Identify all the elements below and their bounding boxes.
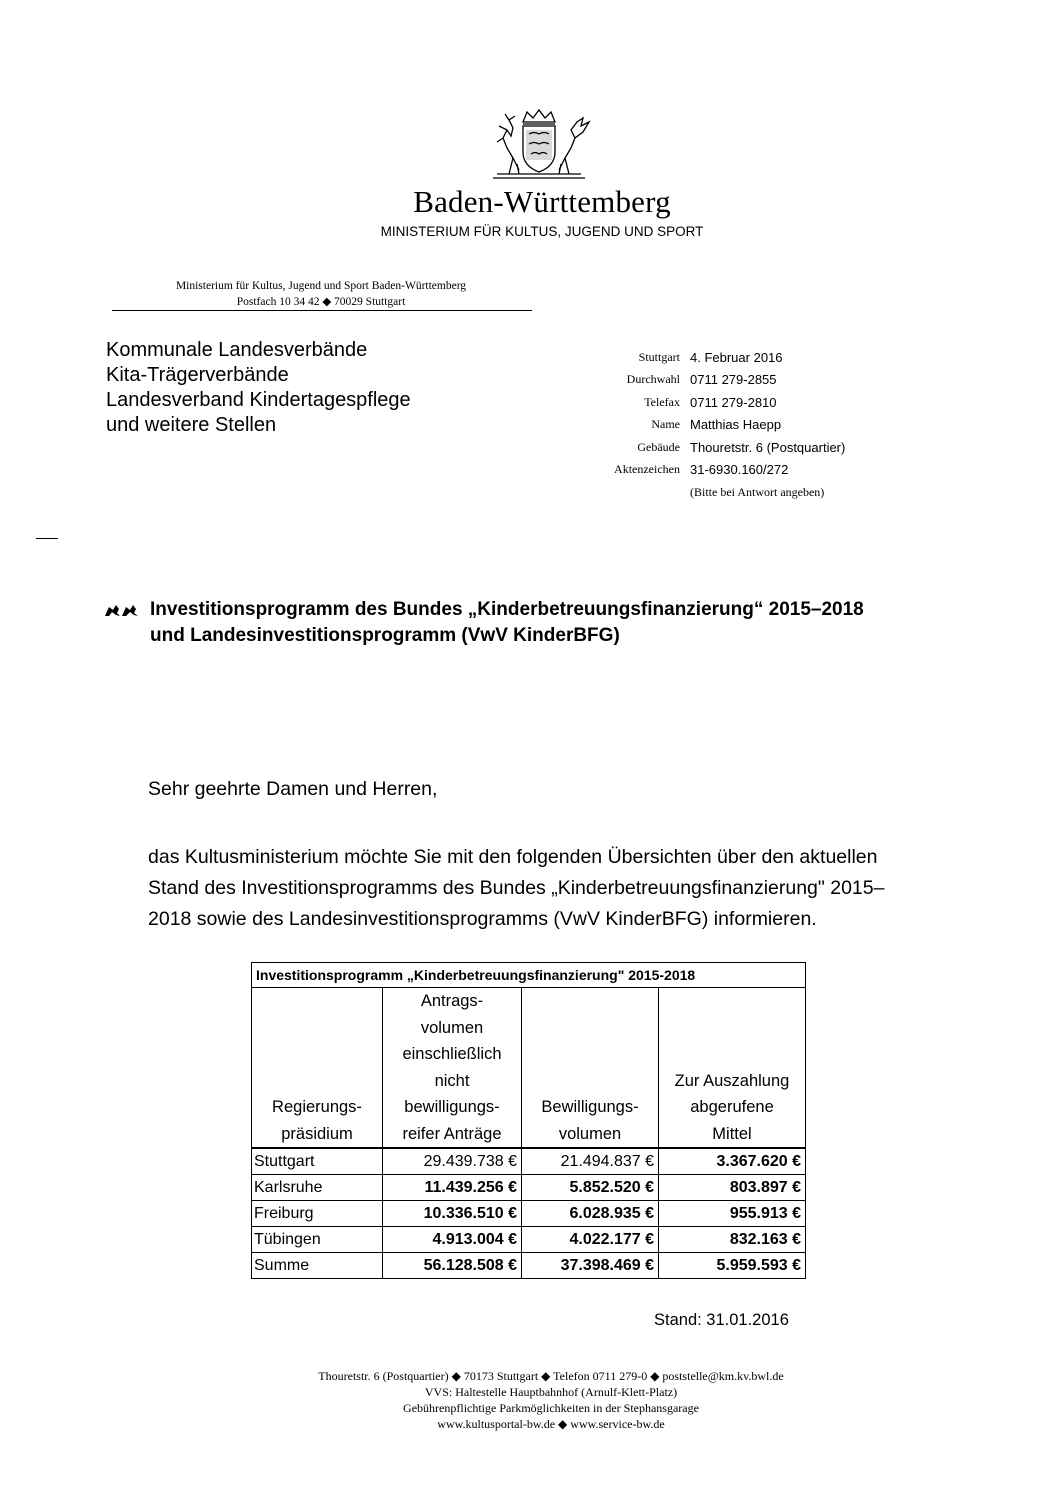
- recipient-line: Kommunale Landesverbände: [106, 339, 368, 361]
- investment-table: [251, 962, 806, 1279]
- table-title: Investitionsprogramm „Kinderbetreuungsfinanzierung" 2015-2018: [252, 963, 806, 988]
- fold-mark: [36, 538, 58, 539]
- cell-name: Summe: [252, 1253, 383, 1279]
- table-row: [252, 1148, 806, 1175]
- body-paragraph: [148, 842, 938, 935]
- meta-row: [560, 436, 845, 459]
- meta-label: Name: [651, 417, 680, 432]
- meta-label: Aktenzeichen: [614, 462, 680, 477]
- cell-bewilligt: 21.494.837 €: [522, 1148, 659, 1175]
- recipient-line: und weitere Stellen: [106, 414, 277, 436]
- meta-row: [560, 459, 845, 482]
- footer-line: Gebührenpflichtige Parkmöglichkeiten in der Stephansgarage: [403, 1401, 699, 1415]
- cell-name: Stuttgart: [252, 1148, 383, 1175]
- table-header-row: [252, 988, 806, 1149]
- cell-antrag: 29.439.738 €: [383, 1148, 522, 1175]
- coat-of-arms-icon: [483, 108, 595, 180]
- sender-line: Postfach 10 34 42 ◆ 70029 Stuttgart: [236, 296, 406, 308]
- subject-line: [150, 597, 864, 649]
- cell-name: Karlsruhe: [252, 1175, 383, 1201]
- meta-row: [560, 391, 845, 414]
- header-regierungspraesidium: [252, 988, 383, 1149]
- sender-divider: [112, 310, 532, 311]
- table-row: [252, 1201, 806, 1227]
- header-line: Bewilligungs-: [541, 1098, 639, 1116]
- paragraph-line: Stand des Investitionsprogramms des Bundes „Kinderbetreuungsfinanzierung" 2015–: [148, 877, 885, 899]
- cell-name: Freiburg: [252, 1201, 383, 1227]
- recipient-line: Landesverband Kindertagespflege: [106, 389, 411, 411]
- footer-line: VVS: Haltestelle Hauptbahnhof (Arnulf-Klett-Platz): [424, 1385, 678, 1399]
- brand-name: Baden-Württemberg: [413, 184, 671, 219]
- cell-name: Tübingen: [252, 1227, 383, 1253]
- cell-antrag: 11.439.256 €: [383, 1175, 522, 1201]
- footer-line: Thouretstr. 6 (Postquartier) ◆ 70173 Stuttgart ◆ Telefon 0711 279-0 ◆ poststelle@km.kv.bwl.de: [318, 1369, 784, 1383]
- meta-value: 31-6930.160/272: [690, 462, 789, 478]
- cell-antrag: 4.913.004 €: [383, 1227, 522, 1253]
- header-line: nicht: [434, 1071, 470, 1090]
- header-line: Zur Auszahlung: [674, 1071, 790, 1090]
- cell-bewilligt: 6.028.935 €: [522, 1201, 659, 1227]
- header-line: Regierungs-: [272, 1098, 362, 1116]
- table-row-sum: [252, 1253, 806, 1279]
- meta-label: Telefax: [644, 394, 680, 409]
- meta-label: Stuttgart: [638, 349, 680, 364]
- meta-row: [560, 369, 845, 392]
- cell-bewilligt: 5.852.520 €: [522, 1175, 659, 1201]
- stand-date: Stand: 31.01.2016: [654, 1311, 789, 1329]
- sender-address: [112, 278, 530, 310]
- meta-note: (Bitte bei Antwort angeben): [690, 484, 825, 499]
- cell-abgerufen: 5.959.593 €: [659, 1253, 806, 1279]
- meta-row: [560, 346, 845, 369]
- subject-line-2: und Landesinvestitionsprogramm (VwV KinderBFG): [150, 625, 620, 646]
- meta-value: 0711 279-2810: [690, 394, 777, 410]
- cell-bewilligt: 4.022.177 €: [522, 1227, 659, 1253]
- table-row: [252, 1227, 806, 1253]
- header-bewilligungsvolumen: [522, 988, 659, 1149]
- subject-line-1: Investitionsprogramm des Bundes „Kinderbetreuungsfinanzierung“ 2015–2018: [150, 599, 864, 620]
- footer-line: www.kultusportal-bw.de ◆ www.service-bw.de: [437, 1417, 665, 1431]
- cell-antrag: 10.336.510 €: [383, 1201, 522, 1227]
- paragraph-line: das Kultusministerium möchte Sie mit den folgenden Übersichten über den aktuellen: [148, 846, 878, 868]
- meta-value: 0711 279-2855: [690, 372, 777, 388]
- meta-label: Gebäude: [637, 439, 680, 454]
- header-line: bewilligungs-: [404, 1098, 500, 1116]
- letter-meta: [560, 346, 845, 503]
- header-line: einschließlich: [402, 1045, 502, 1063]
- meta-value: 4. Februar 2016: [690, 349, 783, 365]
- meta-value: Matthias Haepp: [690, 417, 782, 433]
- lions-emblem-icon: [104, 601, 140, 619]
- ministry-name: MINISTERIUM FÜR KULTUS, JUGEND UND SPORT: [380, 224, 704, 239]
- header-antragsvolumen: [383, 988, 522, 1149]
- header-line: Mittel: [712, 1124, 752, 1143]
- cell-abgerufen: 832.163 €: [659, 1227, 806, 1253]
- cell-abgerufen: 803.897 €: [659, 1175, 806, 1201]
- recipient-line: Kita-Trägerverbände: [106, 364, 289, 386]
- table-row: [252, 1175, 806, 1201]
- footer: [0, 1368, 1058, 1432]
- header-line: Antrags-: [420, 992, 484, 1010]
- paragraph-line: 2018 sowie des Landesinvestitionsprogramms (VwV KinderBFG) informieren.: [148, 908, 817, 930]
- recipient-block: [106, 338, 411, 438]
- cell-abgerufen: 3.367.620 €: [659, 1148, 806, 1175]
- cell-abgerufen: 955.913 €: [659, 1201, 806, 1227]
- salutation: Sehr geehrte Damen und Herren,: [148, 778, 438, 800]
- header-line: reifer Anträge: [402, 1124, 502, 1143]
- cell-bewilligt: 37.398.469 €: [522, 1253, 659, 1279]
- meta-row: [560, 414, 845, 437]
- meta-label: Durchwahl: [626, 372, 680, 387]
- header-line: volumen: [558, 1124, 622, 1143]
- table-title-row: [252, 963, 806, 988]
- header-abgerufene-mittel: [659, 988, 806, 1149]
- cell-antrag: 56.128.508 €: [383, 1253, 522, 1279]
- header-line: präsidium: [281, 1124, 353, 1143]
- header-line: abgerufene: [690, 1098, 774, 1116]
- header-line: volumen: [420, 1018, 484, 1037]
- meta-value: Thouretstr. 6 (Postquartier): [690, 439, 846, 455]
- sender-line: Ministerium für Kultus, Jugend und Sport Baden-Württemberg: [175, 280, 467, 292]
